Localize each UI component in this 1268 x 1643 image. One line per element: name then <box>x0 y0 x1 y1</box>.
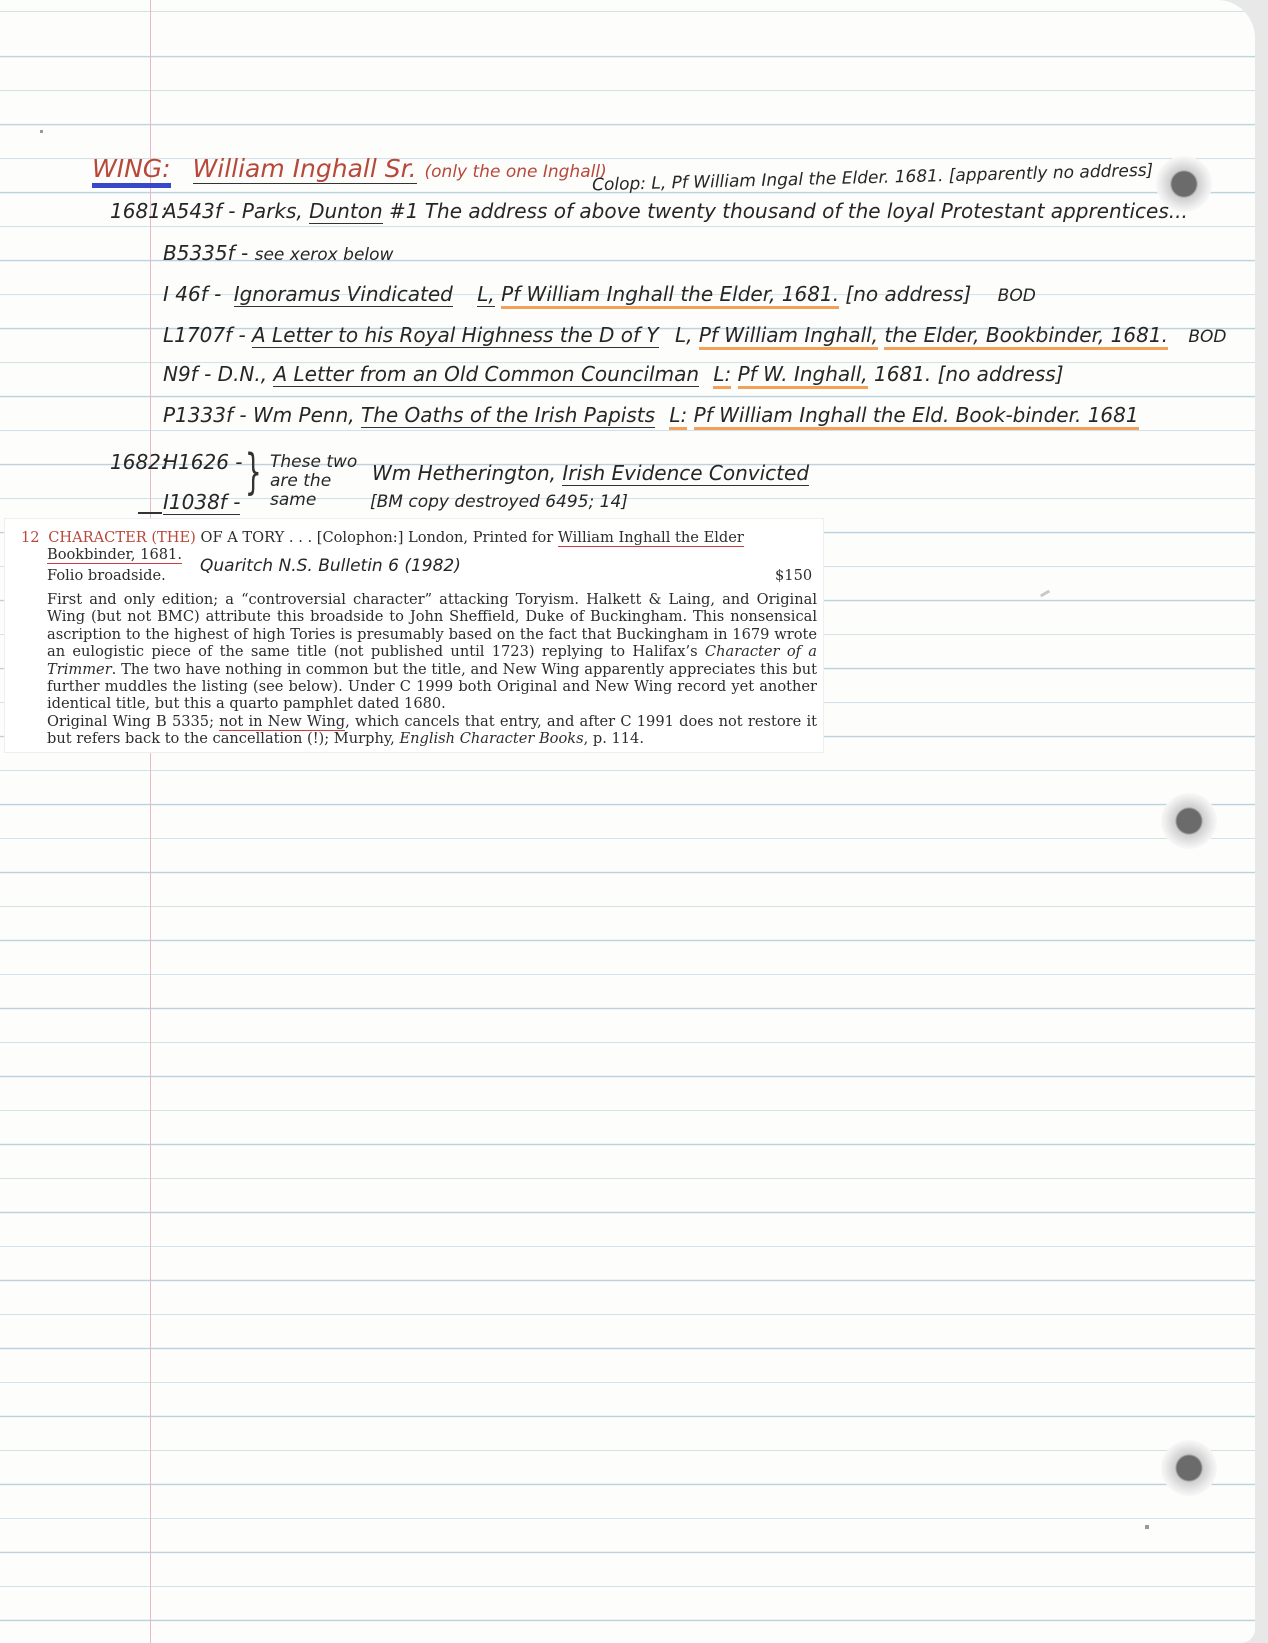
entry-title: A Letter to his Royal Highness the D of Y <box>252 323 659 347</box>
imprint-l: L, <box>477 282 495 306</box>
entry-author: Parks, <box>241 199 303 223</box>
references-italic: English Character Books <box>399 730 584 748</box>
item-number: 12 <box>21 529 40 546</box>
entry-code: L1707f - <box>163 323 246 347</box>
margin-line <box>150 0 151 1643</box>
imprint: Pf William Inghall the Elder, 1681. <box>501 282 839 309</box>
imprint-b: the Elder, Bookbinder, 1681. <box>884 323 1168 350</box>
binder-hole-middle <box>1161 793 1217 849</box>
pencil-mark <box>1040 590 1050 598</box>
references-b: , which cancels that entry, and after C 1991 does not restore it but refers back to the cancellation (!); Murphy, <box>47 713 818 748</box>
entry-title: Ignoramus Vindicated <box>233 282 453 306</box>
heading-row <box>92 154 607 183</box>
library: BOD <box>1188 327 1227 347</box>
references-c: , p. 114. <box>583 730 644 748</box>
speck <box>1145 1525 1149 1529</box>
imprint-a: Pf William Inghall, <box>699 323 878 350</box>
item-references <box>47 713 817 748</box>
entry-i46f <box>163 282 1036 306</box>
imprint-l: L: <box>669 403 687 430</box>
item-printer-2: Bookbinder, 1681. <box>47 546 182 563</box>
entry-code: I 46f - <box>163 282 222 306</box>
brace-icon: } <box>244 444 262 500</box>
entry-code: B5335f - <box>163 241 249 265</box>
library: BOD <box>997 286 1036 306</box>
entry-note: see xerox below <box>254 245 394 265</box>
entry-i1038f: I1038f - <box>163 490 241 514</box>
entry-n9f <box>163 362 1064 386</box>
entry-author: Wm Hetherington, <box>372 461 557 485</box>
entry-title: A Letter from an Old Common Councilman <box>273 362 700 386</box>
hetherington-row <box>372 461 809 485</box>
item-format: Folio broadside. <box>47 567 166 584</box>
year-1682: 1682: <box>110 450 168 474</box>
year-1681: 1681: <box>110 199 168 223</box>
clip-title-line-2 <box>47 546 182 563</box>
item-title-rest: OF A TORY . . . [Colophon:] London, Printed for <box>195 529 558 546</box>
references-a: Original Wing B 5335; <box>47 713 220 730</box>
description-italic: Character of a Trimmer <box>47 643 818 678</box>
entry-rest: #1 The address of above twenty thousand of the loyal Protestant apprentices... <box>388 199 1188 223</box>
entry-author: Wm Penn, <box>252 403 355 427</box>
entry-author: D.N., <box>217 362 268 386</box>
entry-title: Dunton <box>309 199 383 223</box>
entry-rest: 1681. <box>873 362 932 386</box>
bm-note: [BM copy destroyed 6495; 14] <box>370 492 628 512</box>
entry-p1333f <box>163 403 1139 427</box>
dash-mark <box>138 512 162 514</box>
entry-code: A543f - <box>163 199 236 223</box>
bracket-note: [no address] <box>937 362 1064 386</box>
item-price: $150 <box>775 567 813 584</box>
heading-name: William Inghall Sr. <box>192 154 417 183</box>
imprint-l: L, <box>674 323 693 347</box>
same-note: These two are the same <box>270 452 358 510</box>
clip-title-line <box>21 529 817 546</box>
references-underlined: not in New Wing <box>219 713 346 730</box>
heading-label: WING: <box>92 154 171 188</box>
entry-h1626: H1626 - <box>163 450 243 474</box>
bracket-note: [no address] <box>845 282 972 306</box>
item-title: CHARACTER (THE) <box>48 529 196 546</box>
entry-a543f <box>163 199 1188 223</box>
entry-title: Irish Evidence Convicted <box>562 461 810 485</box>
speck <box>40 130 43 133</box>
imprint: Pf William Inghall the Eld. Book-binder. 1681 <box>694 403 1139 430</box>
heading-aside: (only the one Inghall) <box>424 162 607 182</box>
entry-code: N9f - <box>163 362 212 386</box>
entry-b5335f <box>163 241 393 265</box>
entry-l1707f <box>163 323 1226 347</box>
description-b: . The two have nothing in common but the title, and New Wing apparently appreciates this but further muddles the listing (see below). Under C 1999 both Original and New Wing record yet another identical title, but this a quarto pamphlet dated 1680. <box>47 660 817 713</box>
imprint: Pf W. Inghall, <box>738 362 868 389</box>
catalogue-clipping <box>5 519 823 752</box>
colophon-note: Colop: L, Pf William Ingal the Elder. 1681. [apparently no address] <box>591 160 1154 196</box>
entry-title: The Oaths of the Irish Papists <box>361 403 656 427</box>
entry-code: P1333f - <box>163 403 247 427</box>
quaritch-note: Quaritch N.S. Bulletin 6 (1982) <box>200 556 461 576</box>
item-printer: William Inghall the Elder <box>557 529 744 546</box>
binder-hole-bottom <box>1161 1440 1217 1496</box>
item-description <box>47 591 817 713</box>
description-a: First and only edition; a “controversial character” attacking Toryism. Halkett & Laing, and Original Wing (but not BMC) attribute this broadside to John Sheffield, Duke of Buckingham. This nonsensical ascription to the highest of high Tories is presumably based on the fact that Buckingham in 1679 wrote an eulogistic piece of the same title (not published until 1723) replying to Halifax’s <box>47 591 817 661</box>
imprint-l: L: <box>713 362 731 389</box>
